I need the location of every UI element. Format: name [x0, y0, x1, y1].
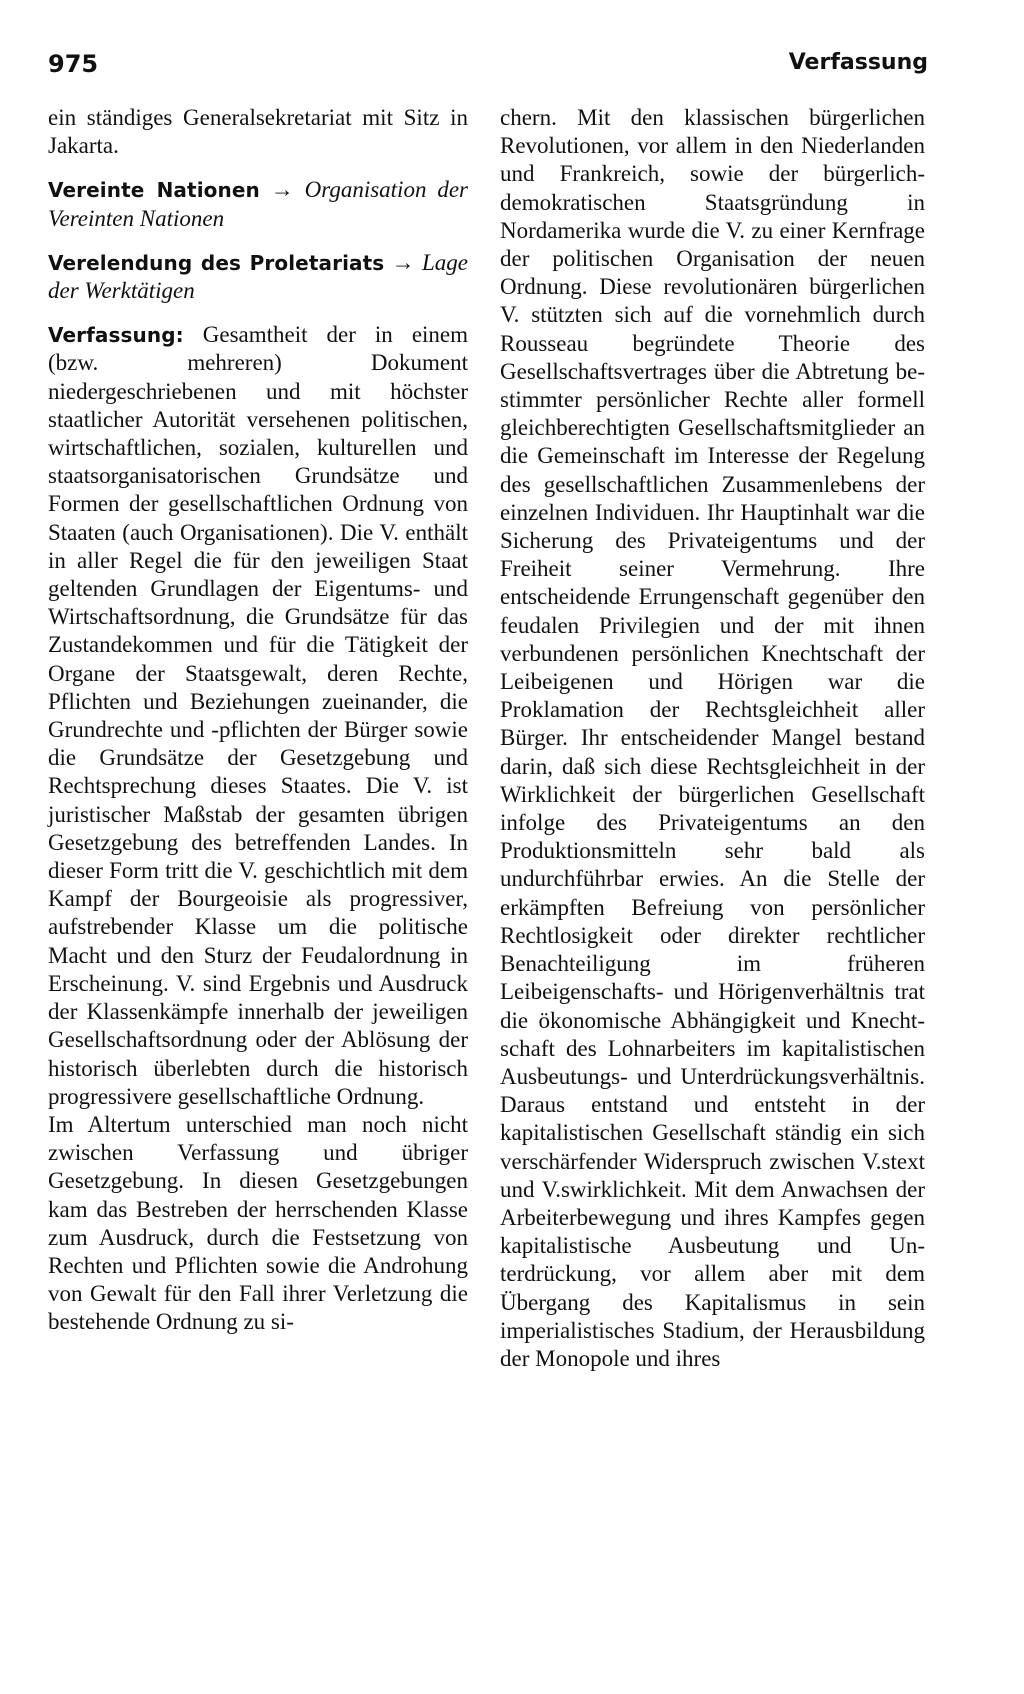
entry-body-text: Gesamtheit der in einem (bzw. mehreren) Dokument niedergeschriebenen und mit höchster staatlicher Autorität versehenen politischen, wirtschaftlichen, sozialen, kulturellen und staatsorganisatorischen Grundsätze und Formen der gesellschaftlichen Ordnung von Staaten (auch Organisationen). Die V. enthält in aller Regel die für den jeweiligen Staat geltenden Grundlagen der Eigentums- und Wirtschaftsordnung, die Grundsätze für das Zustandekommen und für die Tätigkeit der Organe der Staatsgewalt, deren Rechte, Pflichten und Beziehungen zueinander, die Grundrechte und -pflichten der Bürger sowie die Grundsätze der Gesetzgebung und Rechtsprechung dieses Staates. Die V. ist juristischer Maßstab der gesamten übrigen Gesetzgebung des betreffenden Landes. In dieser Form tritt die V. geschichtlich mit dem Kampf der Bourgeoisie als progressiver, aufstrebender Klasse um die politische Macht und den Sturz der Feudalordnung in Erscheinung. V. sind Ergebnis und Ausdruck der Klassenkämpfe innerhalb der jeweiligen Gesellschaftsordnung oder der Ablösung der historisch überlebten durch die historisch progressivere gesellschaftliche Ordnung. — [48, 322, 469, 1109]
entry-vereinte-nationen — [48, 176, 468, 232]
intro-paragraph: ein ständiges Generalsekretariat mit Sitz in Jakarta. — [48, 105, 468, 159]
left-column — [48, 104, 468, 1337]
page-number: 975 — [48, 50, 99, 78]
entry-keyword: Verfassung: — [48, 323, 184, 348]
entry-verelendung — [48, 249, 468, 305]
cross-reference-link[interactable]: Lage der Werktätigen — [48, 249, 469, 304]
running-head: Verfassung — [788, 50, 928, 75]
continuation-paragraph: chern. Mit den klassischen bürgerlichen Revolutionen, vor allem in den Niederlanden und Frankreich, sowie der bürgerlich-demokratischen Staatsgründung in Nordamerika wurde die V. zu einer Kernfrage der politischen Organisation der neuen Ordnung. Diese revolutionären bürgerlichen V. stützten sich auf die vornehmlich durch Rousseau begründete Theorie des Gesellschaftsvertrages über die Abtretung bestimmter persönlicher Rechte aller formell gleichberechtigten Gesellschaftsmitglieder an die Gemeinschaft im Interesse der Regelung des gesellschaftlichen Zusammenlebens der einzelnen Individuen. Ihr Hauptinhalt war die Sicherung des Privateigentums und der Freiheit seiner Vermehrung. Ihre entscheidende Errungenschaft gegenüber den feudalen Privilegien und der mit ihnen verbundenen persönlichen Knechtschaft der Leibeigenen und Hörigen war die Proklamation der Rechtsgleichheit aller Bürger. Ihr entscheidender Mangel bestand darin, daß sich diese Rechtsgleichheit in der Wirklichkeit der bürgerlichen Gesellschaft infolge des Privateigentums an den Produktionsmitteln sehr bald als undurchführbar erwies. An die Stelle der erkämpften Befreiung von persönlicher Rechtlosigkeit oder direkter rechtlicher Benachteiligung im früheren Leibeigenschafts- und Hörigenverhältnis trat die ökonomische Abhängigkeit und Knechtschaft des Lohnarbeiters im kapitalistischen Ausbeutungs- und Unterdrückungsverhältnis. Daraus entstand und entsteht in der kapitalistischen Gesellschaft ständig ein sich verschärfender Widerspruch zwischen V.stext und V.swirklichkeit. Mit dem Anwachsen der Arbeiterbewegung und ihres Kampfes gegen kapitalistische Ausbeutung und Unterdrückung, vor allem aber mit dem Übergang des Kapitalismus in sein imperialistisches Stadium, der Herausbildung der Monopole und ihres — [500, 105, 925, 1371]
entry-keyword: Verelendung des Proletariats — [48, 250, 385, 275]
right-column — [500, 104, 925, 1373]
cross-reference-arrow-icon: → — [391, 249, 415, 275]
page-header — [48, 50, 928, 84]
entry-body-paragraph: Im Altertum unterschied man noch nicht zwischen Verfassung und übriger Gesetzgebung. In diesen Gesetzgebungen kam das Bestreben der herrschenden Klasse zum Ausdruck, durch die Festsetzung von Rechten und Pflichten sowie die Androhung von Gewalt für den Fall ihrer Verletzung die bestehende Ordnung zu si- — [48, 1111, 468, 1335]
cross-reference-link[interactable]: Organisation der Vereinten Nationen — [48, 177, 468, 231]
entry-verfassung — [48, 321, 468, 1111]
cross-reference-arrow-icon: → — [270, 177, 294, 203]
entry-keyword: Vereinte Nationen — [48, 178, 260, 203]
